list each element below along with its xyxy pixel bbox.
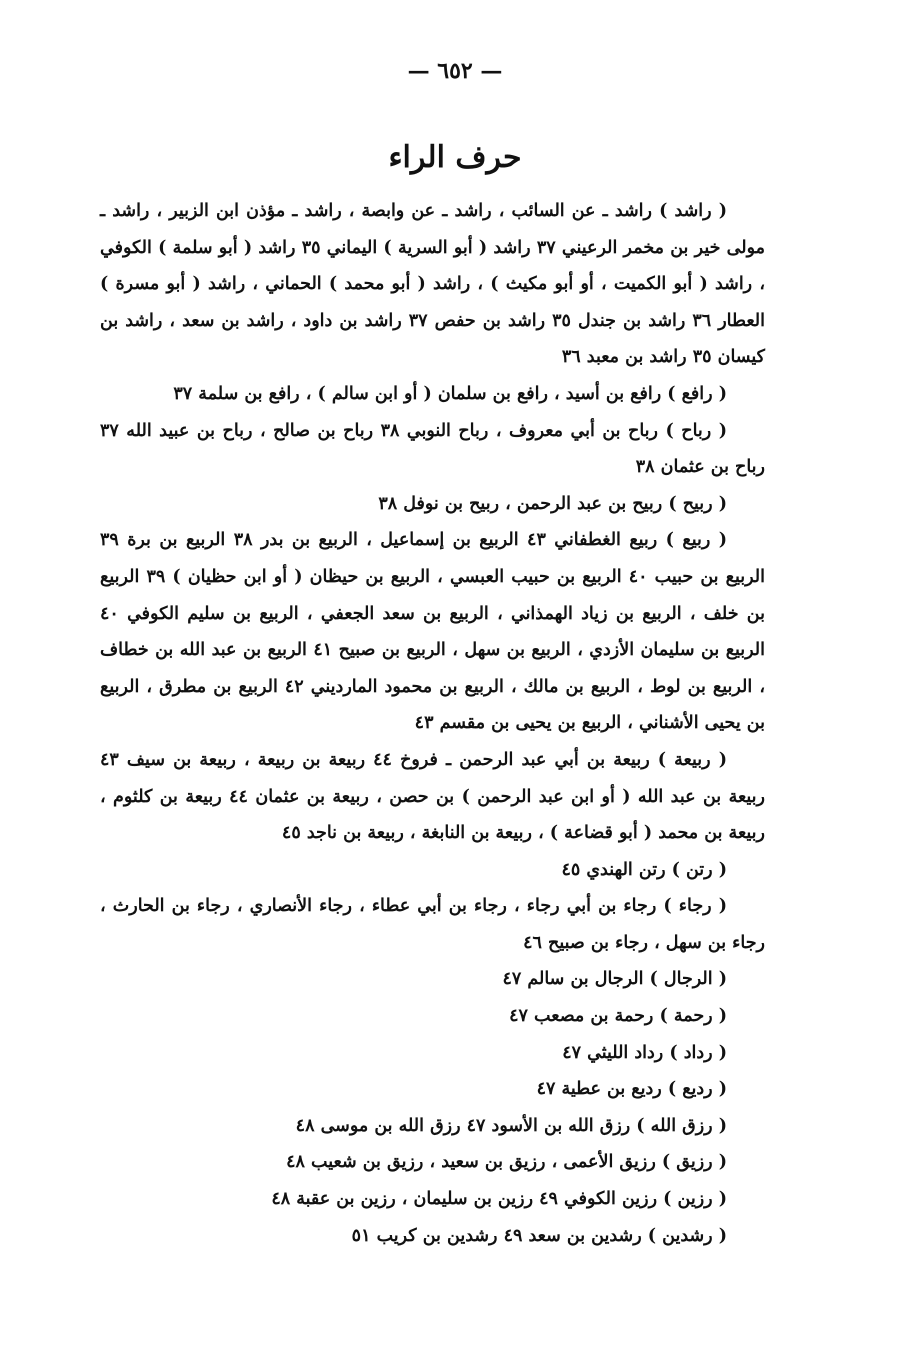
index-entry-ratan: ( رتن ) رتن الهندي ٤٥ [561, 859, 727, 880]
index-entry-rabih: ( ربيح ) ربيح بن عبد الرحمن ، ربيح بن نوفل ٣٨ [378, 493, 727, 514]
index-entry-raja: ( رجاء ) رجاء بن أبي رجاء ، رجاء بن أبي عطاء ، رجاء الأنصاري ، رجاء بن الحارث ، رجاء بن سهل ، رجاء بن صبيح ٤٦ [100, 896, 765, 953]
index-entry-razin: ( رزين ) رزين الكوفي ٤٩ رزين بن سليمان ، رزين بن عقبة ٤٨ [271, 1189, 727, 1210]
index-entry-rahma: ( رحمة ) رحمة بن مصعب ٤٧ [509, 1006, 727, 1027]
section-heading: حرف الراء [388, 140, 522, 175]
index-entry-rafi: ( رافع ) رافع بن أسيد ، رافع بن سلمان ( أو ابن سالم ) ، رافع بن سلمة ٣٧ [173, 383, 727, 404]
index-entry-rajjal: ( الرجال ) الرجال بن سالم ٤٧ [502, 969, 727, 990]
index-entry-rabah: ( رباح ) رباح بن أبي معروف ، رباح النوبي ٣٨ رباح بن صالح ، رباح بن عبيد الله ٣٧ رباح بن عثمان ٣٨ [100, 420, 765, 478]
index-entry-rizqullah: ( رزق الله ) رزق الله بن الأسود ٤٧ رزق الله بن موسى ٤٨ [295, 1115, 727, 1136]
index-entry-radi: ( رديع ) رديع بن عطية ٤٧ [536, 1079, 727, 1100]
page-number: — ٦٥٢ — [407, 58, 503, 84]
index-entries [100, 193, 765, 1254]
index-entry-rashid: ( راشد ) راشد ـ عن السائب ، راشد ـ عن وابصة ، راشد ـ مؤذن ابن الزبير ، راشد ـ مولى خير بن مخمر الرعيني ٣٧ راشد ( أبو السرية ) اليماني ٣٥ راشد ( أبو سلمة ) الكوفي ، راشد ( أبو الكميت ، أو أبو مكيث ) ، راشد ( أبو محمد ) الحماني ، راشد ( أبو مسرة ) العطار ٣٦ راشد بن جندل ٣٥ راشد بن حفص ٣٧ راشد بن داود ، راشد بن سعد ، راشد بن كيسان ٣٥ راشد بن معبد ٣٦ [100, 201, 765, 368]
index-entry-rabia: ( ربيعة ) ربيعة بن أبي عبد الرحمن ـ فروخ ٤٤ ربيعة بن ربيعة ، ربيعة بن سيف ٤٣ ربيعة بن عبد الله ( أو ابن عبد الرحمن ) بن حصن ، ربيعة بن عثمان ٤٤ ربيعة بن كلثوم ، ربيعة بن محمد ( أبو قضاعة ) ، ربيعة بن النابغة ، ربيعة بن ناجد ٤٥ [100, 749, 765, 844]
index-entry-rabi: ( ربيع ) ربيع الغطفاني ٤٣ الربيع بن إسماعيل ، الربيع بن بدر ٣٨ الربيع بن برة ٣٩ الربيع بن حبيب ٤٠ الربيع بن حبيب العبسي ، الربيع بن حيظان ( أو ابن حظيان ) ٣٩ الربيع بن خلف ، الربيع بن زياد الهمذاني ، الربيع بن سعد الجعفي ، الربيع بن سليم الكوفي ٤٠ الربيع بن سليمان الأزدي ، الربيع بن سهل ، الربيع بن صبيح ٤١ الربيع بن عبد الله بن خطاف ، الربيع بن لوط ، الربيع بن مالك ، الربيع بن محمود المارديني ٤٢ الربيع بن مطرق ، الربيع بن يحيى الأشناني ، الربيع بن يحيى بن مقسم ٤٣ [100, 530, 766, 734]
index-entry-rishdin: ( رشدين ) رشدين بن سعد ٤٩ رشدين بن كريب ٥١ [351, 1225, 727, 1246]
index-entry-raddad: ( رداد ) رداد الليثي ٤٧ [562, 1042, 727, 1063]
index-entry-ruzaiq: ( رزيق ) رزيق الأعمى ، رزيق بن سعيد ، رزيق بن شعيب ٤٨ [286, 1152, 727, 1173]
